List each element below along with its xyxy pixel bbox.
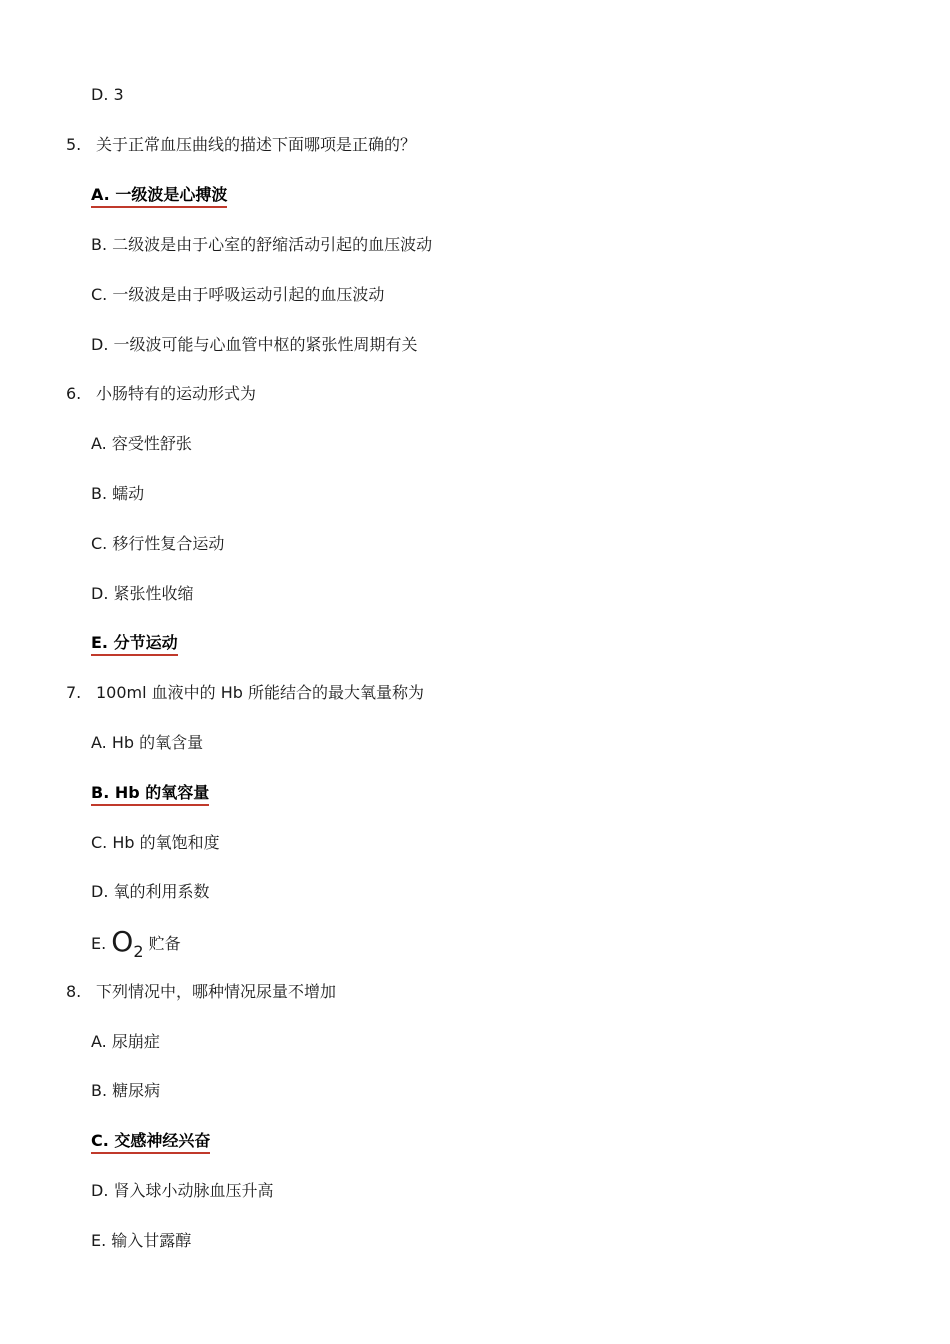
q5-option-c (91, 285, 384, 305)
q6-option-c (91, 534, 224, 554)
q7-option-d (91, 882, 210, 902)
question-text: 小肠特有的运动形式为 (96, 384, 257, 403)
option-label: A. Hb 的氧含量 (91, 733, 204, 752)
question-number: 5. (66, 135, 82, 154)
option-label: D. 紧张性收缩 (91, 584, 194, 603)
q6-option-b (91, 484, 144, 504)
option-label: E. 分节运动 (91, 633, 178, 656)
option-label: E. 输入甘露醇 (91, 1231, 192, 1250)
option-letter: E. (91, 934, 107, 953)
option-label: B. 二级波是由于心室的舒缩活动引起的血压波动 (91, 235, 433, 254)
q8-option-c-correct (91, 1131, 210, 1151)
q8-option-d (91, 1181, 274, 1201)
option-label: B. 蠕动 (91, 484, 145, 503)
q6-option-e-correct (91, 633, 178, 653)
option-text: 贮备 (148, 934, 181, 953)
oxygen-subscript: 2 (133, 942, 144, 961)
q8-option-e (91, 1231, 191, 1251)
option-label: B. 糖尿病 (91, 1081, 161, 1100)
option-label: A. 尿崩症 (91, 1032, 160, 1051)
question-text: 关于正常血压曲线的描述下面哪项是正确的？ (96, 135, 417, 154)
q6-option-a (91, 434, 192, 454)
question-number: 8. (66, 982, 82, 1001)
q5-option-d (91, 335, 418, 355)
oxygen-symbol: O (111, 925, 134, 958)
question-text: 100ml 血液中的 Hb 所能结合的最大氧量称为 (96, 683, 425, 702)
q8-option-b (91, 1081, 160, 1101)
question-6 (66, 384, 256, 404)
q7-option-c (91, 833, 220, 853)
option-label: C. 移行性复合运动 (91, 534, 225, 553)
option-label: B. Hb 的氧容量 (91, 783, 209, 806)
q6-option-d (91, 584, 194, 604)
question-text: 下列情况中，哪种情况尿量不增加 (96, 982, 337, 1001)
option-label: D. 3 (91, 85, 124, 104)
question-number: 7. (66, 683, 82, 702)
option-prev-d (91, 85, 124, 105)
option-label: C. Hb 的氧饱和度 (91, 833, 220, 852)
option-label: A. 容受性舒张 (91, 434, 192, 453)
option-label: C. 交感神经兴奋 (91, 1131, 210, 1154)
q5-option-b (91, 235, 432, 255)
question-8 (66, 982, 336, 1002)
question-number: 6. (66, 384, 82, 403)
q5-option-a-correct (91, 185, 227, 205)
q8-option-a (91, 1032, 160, 1052)
q7-option-b-correct (91, 783, 209, 803)
option-label: C. 一级波是由于呼吸运动引起的血压波动 (91, 285, 385, 304)
q7-option-a (91, 733, 203, 753)
q7-option-e (91, 925, 181, 962)
option-label: D. 一级波可能与心血管中枢的紧张性周期有关 (91, 335, 418, 354)
option-label: A. 一级波是心搏波 (91, 185, 227, 208)
option-label: D. 氧的利用系数 (91, 882, 210, 901)
question-7 (66, 683, 424, 703)
option-label: D. 肾入球小动脉血压升高 (91, 1181, 274, 1200)
question-5 (66, 135, 416, 155)
